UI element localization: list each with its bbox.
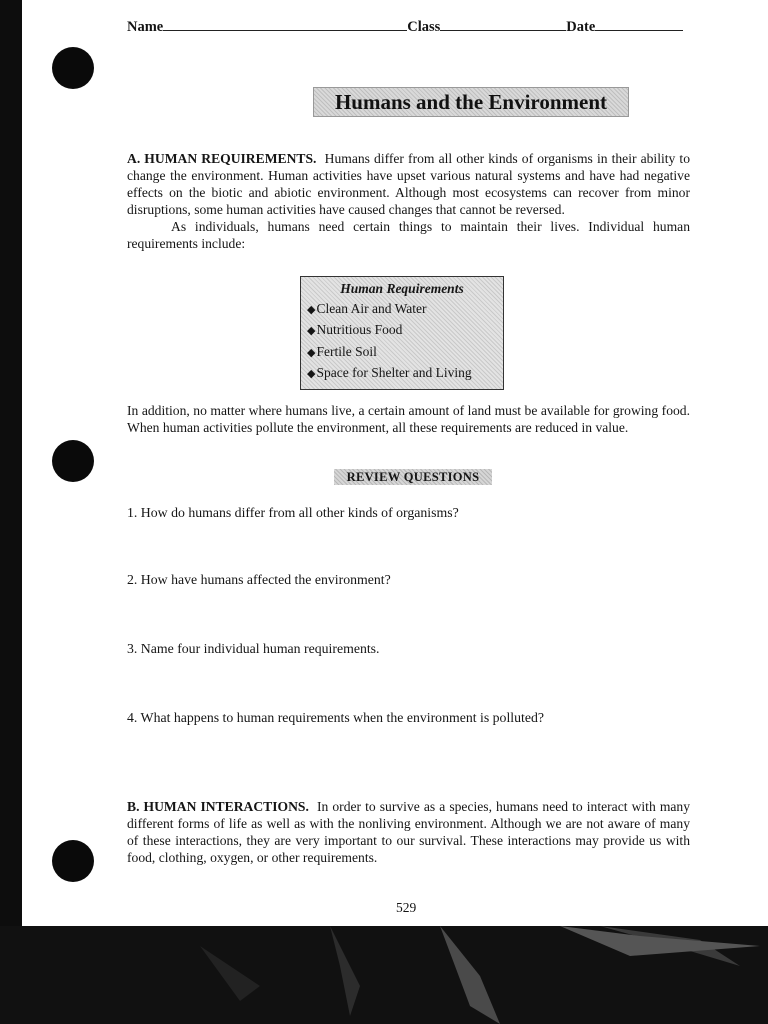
requirement-item: ◆ Clean Air and Water [307,299,503,321]
page-title: Humans and the Environment [313,87,629,117]
scan-bottom-edge [0,926,768,1024]
student-info-header [127,18,687,36]
section-a-text: Humans differ from all other kinds of organisms in their ability to change the environment. Human activities have upset various natural systems and have had negative effects on the biotic and abiotic environment. Although most ecosystems can recover from minor disruptions, some human activities have caused changes that cannot be reversed. [127,151,690,217]
name-field[interactable] [163,18,407,31]
section-b-heading: B. HUMAN INTERACTIONS. [127,799,309,814]
section-a-text-2: As individuals, humans need certain things to maintain their lives. Individual human requirements include: [127,219,690,251]
requirements-box-title: Human Requirements [340,281,464,296]
requirement-item: ◆ Space for Shelter and Living [307,363,503,385]
review-question-4: 4. What happens to human requirements when the environment is polluted? [127,710,544,725]
date-field[interactable] [595,18,683,31]
name-label: Name [127,19,164,35]
review-question-3: 3. Name four individual human requirements. [127,641,380,656]
requirement-item: ◆ Fertile Soil [307,342,503,364]
page-number: 529 [396,900,417,915]
date-label: Date [566,19,596,35]
section-b-text: In order to survive as a species, humans need to interact with many different forms of life as well as with the nonliving environment. Although we are not aware of many of these interactions, they are very important to our survival. These interactions may provide us with food, clothing, oxygen, or other requirements. [127,799,691,865]
review-question-2: 2. How have humans affected the environment? [127,572,391,587]
class-label: Class [407,19,441,35]
review-questions-heading: REVIEW QUESTIONS [334,469,492,485]
review-question-1: 1. How do humans differ from all other kinds of organisms? [127,505,459,520]
binder-edge [0,0,22,1024]
section-a [127,150,690,252]
punch-hole [52,440,94,482]
requirement-item: ◆ Nutritious Food [307,320,503,342]
section-a-heading: A. HUMAN REQUIREMENTS. [127,151,317,166]
requirements-box [300,276,504,390]
punch-hole [52,840,94,882]
addition-paragraph: In addition, no matter where humans live, a certain amount of land must be available for growing food. When human activities pollute the environment, all these requirements are reduced in value. [127,403,690,435]
scan-artifact-streaks [0,926,768,1024]
section-b [127,798,690,866]
punch-hole [52,47,94,89]
class-field[interactable] [440,18,566,31]
